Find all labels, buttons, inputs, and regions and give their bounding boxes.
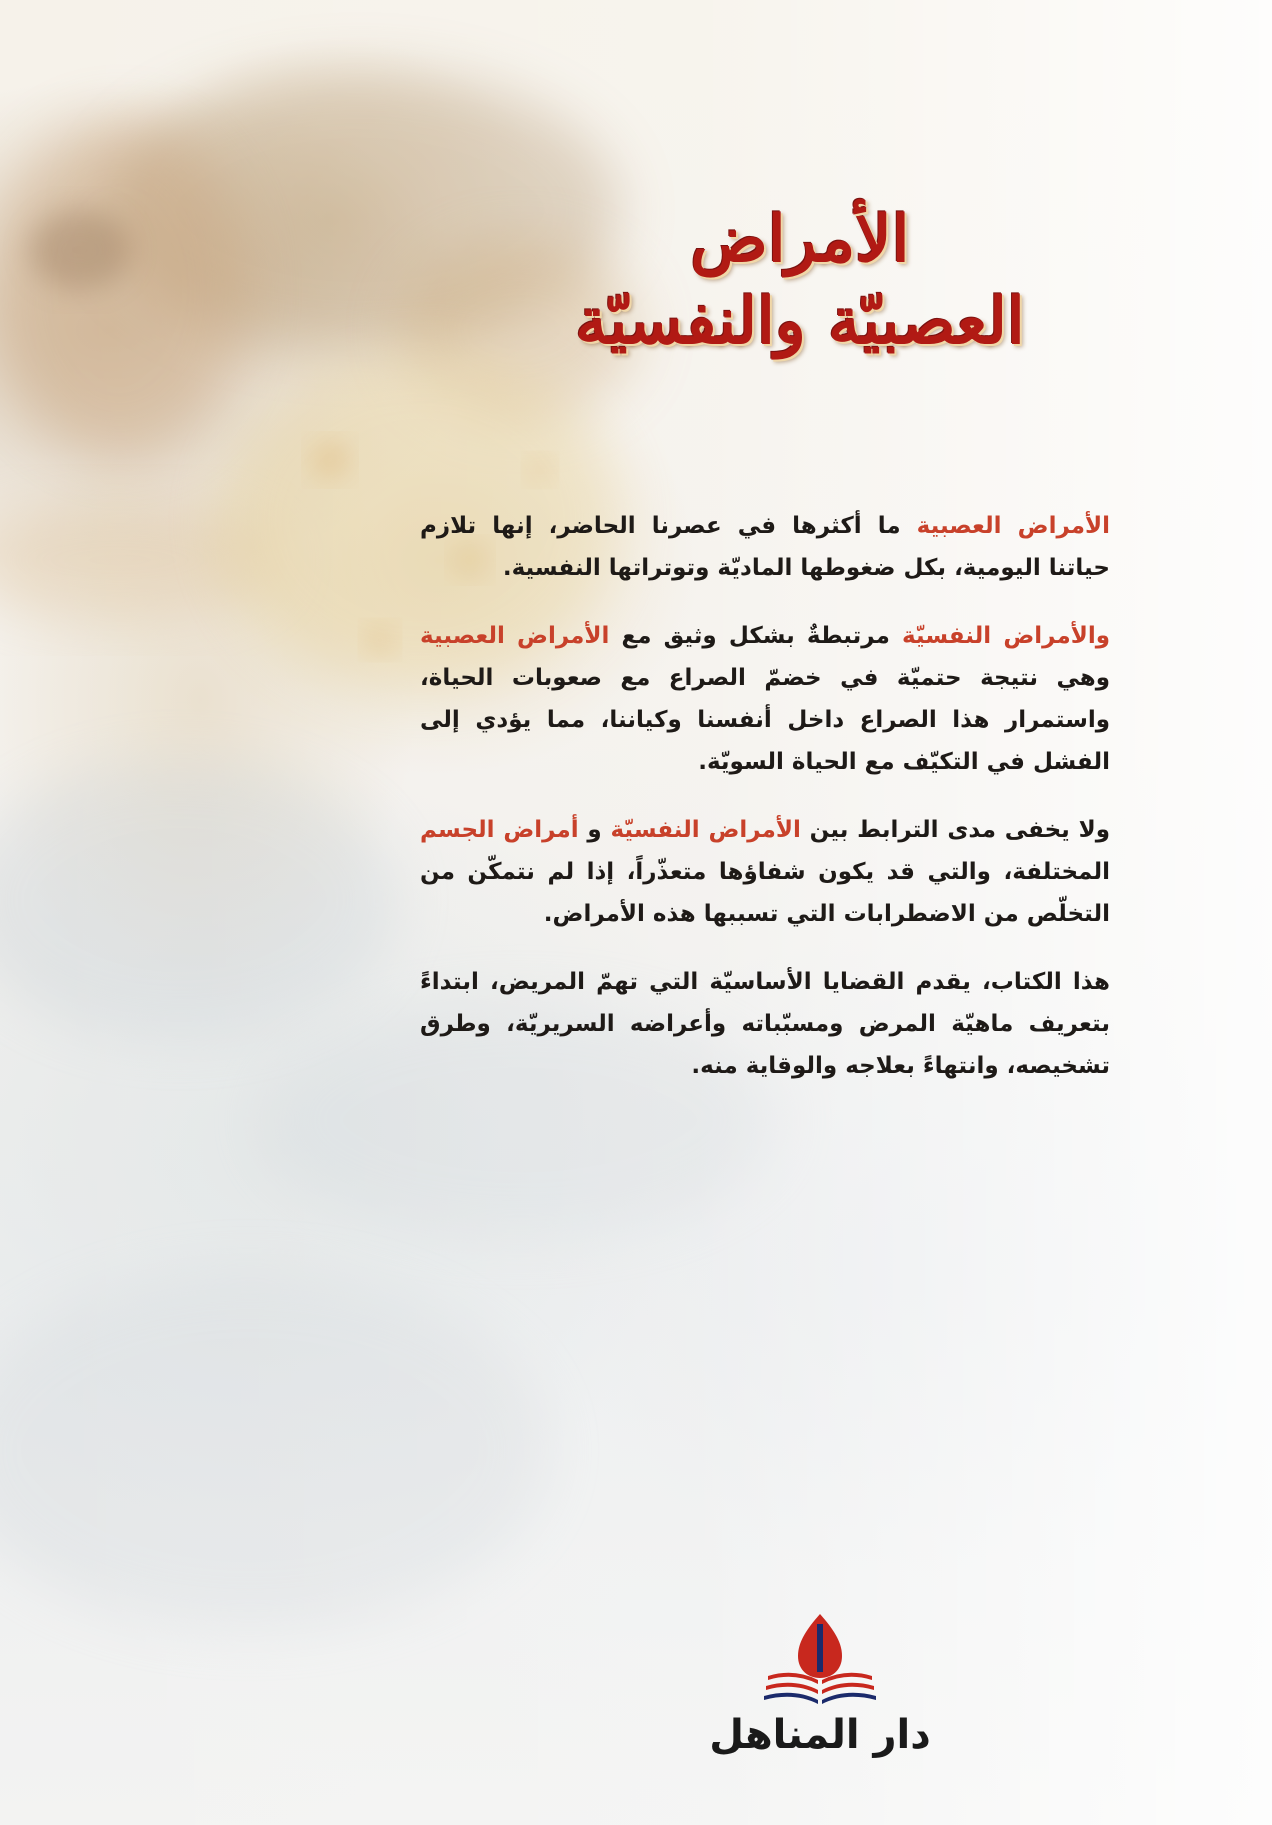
paragraph-text: مرتبطةٌ بشكل وثيق مع <box>609 623 902 649</box>
book-title-line-1: الأمراض <box>690 202 910 277</box>
paragraph-text: ما أكثرها في عصرنا الحاضر، إنها تلازم حياتنا اليومية، بكل ضغوطها الماديّة وتوتراتها النفسية. <box>420 513 1110 581</box>
blurb-paragraph <box>420 615 1110 783</box>
blurb-paragraph <box>420 961 1110 1087</box>
publisher-book-logo-icon <box>760 1610 880 1706</box>
book-title-line-2: العصبيّة والنفسيّة <box>575 284 1025 359</box>
publisher-name: دار المناهل <box>709 1712 931 1758</box>
highlighted-term: والأمراض النفسيّة <box>901 623 1111 649</box>
paragraph-text: هذا الكتاب، يقدم القضايا الأساسيّة التي تهمّ المريض، ابتداءً بتعريف ماهيّة المرض ومسبّباته وأعراضه السريريّة، وطرق تشخيصه، وانتهاءً بعلاجه والوقاية منه. <box>420 969 1110 1079</box>
paragraph-text: ولا يخفى مدى الترابط بين <box>800 817 1110 843</box>
highlighted-term: الأمراض العصبية <box>916 513 1111 539</box>
blurb-paragraph <box>420 505 1110 589</box>
blurb-paragraph <box>420 809 1110 935</box>
highlighted-term: الأمراض العصبية <box>420 623 610 649</box>
book-title <box>560 200 1040 364</box>
blurb-text <box>420 505 1110 1113</box>
paragraph-text: و <box>578 817 611 843</box>
highlighted-term: الأمراض النفسيّة <box>610 817 801 843</box>
paragraph-text: وهي نتيجة حتميّة في خضمّ الصراع مع صعوبات الحياة، واستمرار هذا الصراع داخل أنفسنا وكياننا، مما يؤدي إلى الفشل في التكيّف مع الحياة السويّة. <box>420 665 1110 775</box>
paragraph-text: المختلفة، والتي قد يكون شفاؤها متعذّراً، إذا لم نتمكّن من التخلّص من الاضطرابات التي تسببها هذه الأمراض. <box>420 859 1110 927</box>
highlighted-term: أمراض الجسم <box>420 817 579 843</box>
publisher-mark <box>700 1610 940 1810</box>
